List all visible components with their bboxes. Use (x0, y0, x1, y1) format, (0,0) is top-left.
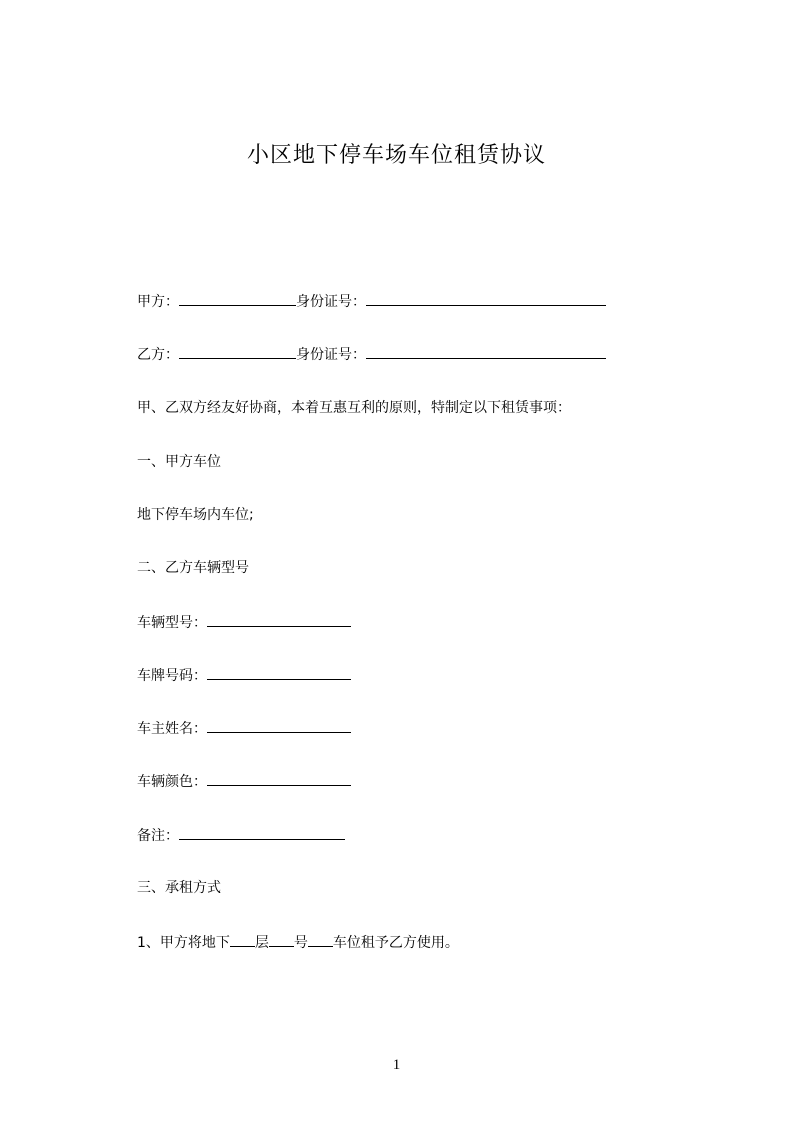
party-b-id-label: 身份证号： (296, 347, 366, 363)
owner-name-line (137, 718, 351, 739)
section1-heading: 一、甲方车位 (137, 454, 221, 470)
party-b-name-blank[interactable] (179, 344, 296, 359)
party-b-label: 乙方： (137, 347, 179, 363)
remarks-line (137, 825, 345, 846)
vehicle-model-blank[interactable] (207, 612, 351, 627)
remarks-label: 备注： (137, 828, 179, 844)
clause1-line (137, 932, 459, 953)
clause1-part2: 层 (254, 935, 269, 951)
party-a-label: 甲方： (137, 294, 179, 310)
party-b-line (137, 344, 606, 365)
floor-blank[interactable] (230, 932, 255, 947)
page-number: 1 (392, 1057, 401, 1073)
owner-name-blank[interactable] (207, 718, 351, 733)
remarks-blank[interactable] (179, 825, 345, 840)
section1-text: 地下停车场内车位; (137, 507, 254, 523)
vehicle-color-line (137, 771, 351, 792)
owner-name-label: 车主姓名： (137, 721, 207, 737)
vehicle-color-blank[interactable] (207, 771, 351, 786)
party-a-id-label: 身份证号： (296, 294, 366, 310)
vehicle-color-label: 车辆颜色： (137, 774, 207, 790)
vehicle-model-line (137, 612, 351, 633)
plate-number-label: 车牌号码： (137, 668, 207, 684)
section2-heading: 二、乙方车辆型号 (137, 560, 249, 576)
section3-heading: 三、承租方式 (137, 880, 221, 896)
clause1-part4: 车位租予乙方使用。 (332, 935, 459, 951)
vehicle-model-label: 车辆型号： (137, 615, 207, 631)
plate-number-blank[interactable] (207, 665, 351, 680)
plate-number-line (137, 665, 351, 686)
party-a-id-blank[interactable] (366, 291, 606, 306)
party-b-id-blank[interactable] (366, 344, 606, 359)
clause1-part1: 1、甲方将地下 (137, 935, 230, 951)
number-blank[interactable] (269, 932, 294, 947)
party-a-name-blank[interactable] (179, 291, 296, 306)
intro-paragraph: 甲、乙双方经友好协商，本着互惠互利的原则，特制定以下租赁事项： (137, 400, 571, 416)
party-a-line (137, 291, 606, 312)
document-title: 小区地下停车场车位租赁协议 (246, 143, 546, 168)
space-blank[interactable] (308, 932, 333, 947)
clause1-part3: 号 (293, 935, 308, 951)
